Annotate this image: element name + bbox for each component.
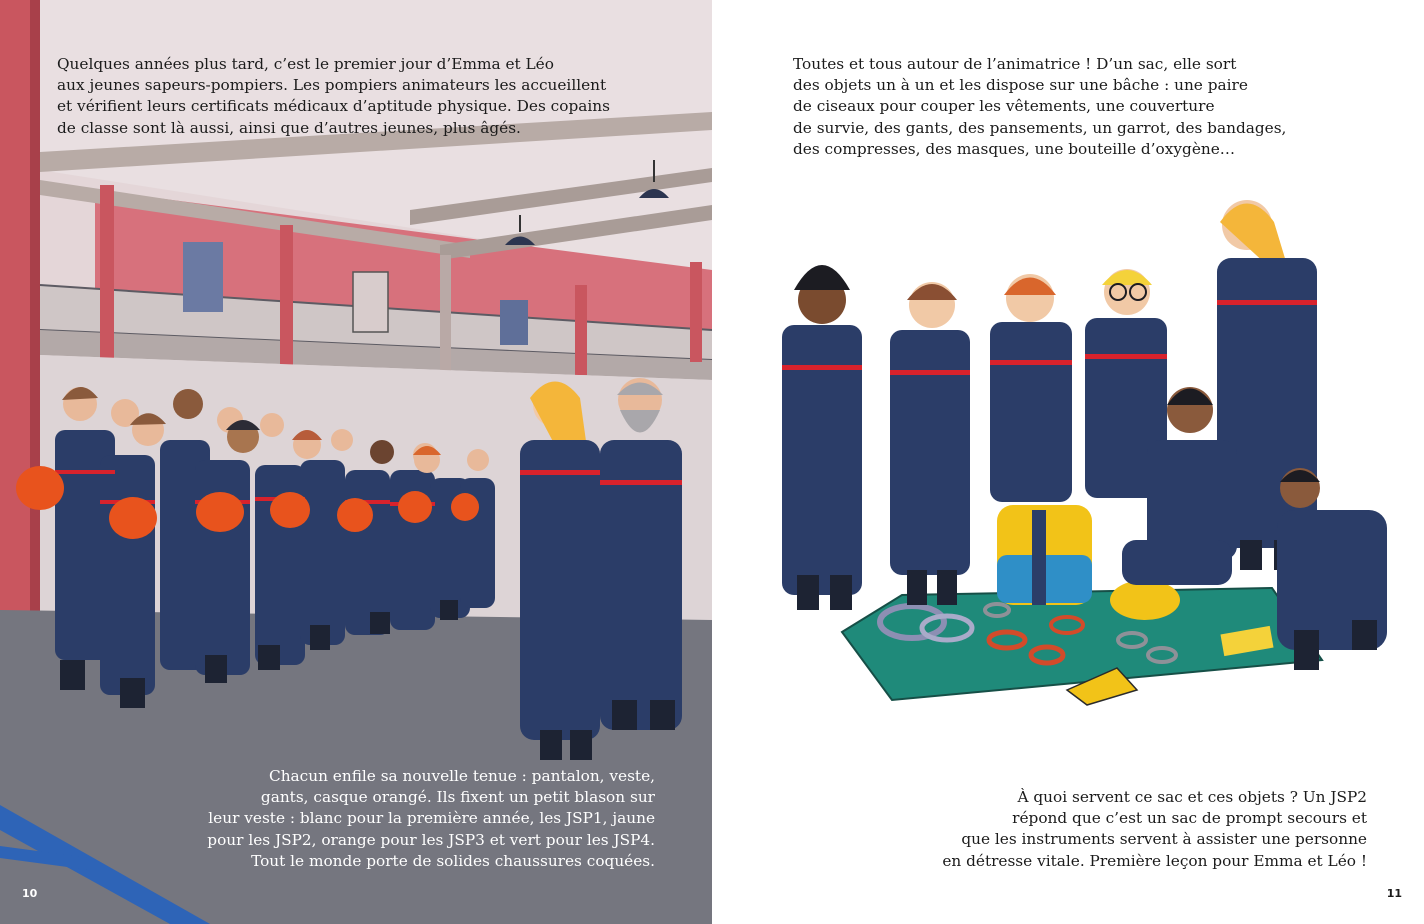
text-line: pour les JSP2, orange pour les JSP3 et vert pour les JSP4. xyxy=(207,830,655,849)
right-page-question-text xyxy=(942,787,1367,872)
text-line: Quelques années plus tard, c’est le premier jour d’Emma et Léo xyxy=(57,55,554,73)
text-line: leur veste : blanc pour la première année, les JSP1, jaune xyxy=(208,809,655,828)
right-page-intro-text xyxy=(793,54,1286,160)
text-line: et vérifient leurs certificats médicaux d’aptitude physique. Des copains xyxy=(57,97,610,116)
page-number-left: 10 xyxy=(22,887,38,900)
text-line: Chacun enfile sa nouvelle tenue : pantalon, veste, xyxy=(268,767,655,785)
left-page-intro-text xyxy=(57,54,610,139)
text-line: répond que c’est un sac de prompt secours et xyxy=(1012,809,1367,828)
text-line: Tout le monde porte de solides chaussures coquées. xyxy=(251,851,655,870)
text-line: que les instruments servent à assister une personne xyxy=(961,830,1367,849)
text-line: en détresse vitale. Première leçon pour Emma et Léo ! xyxy=(942,851,1367,870)
text-line: aux jeunes sapeurs-pompiers. Les pompiers animateurs les accueillent xyxy=(57,76,607,95)
text-line: de classe sont là aussi, ainsi que d’autres jeunes, plus âgés. xyxy=(57,118,521,137)
text-line: des compresses, des masques, une bouteille d’oxygène… xyxy=(793,139,1236,158)
text-line: Toutes et tous autour de l’animatrice ! D’un sac, elle sort xyxy=(793,55,1237,73)
text-line: de ciseaux pour couper les vêtements, une couverture xyxy=(793,97,1215,116)
text-line: de survie, des gants, des pansements, un garrot, des bandages, xyxy=(793,118,1287,137)
page-number-right: 11 xyxy=(1386,887,1402,900)
right-page xyxy=(712,0,1424,924)
text-line: des objets un à un et les dispose sur une bâche : une paire xyxy=(793,76,1248,95)
text-line: À quoi servent ce sac et ces objets ? Un JSP2 xyxy=(1017,788,1367,806)
text-line: gants, casque orangé. Ils fixent un petit blason sur xyxy=(260,788,655,807)
left-page-uniform-text xyxy=(207,766,655,872)
